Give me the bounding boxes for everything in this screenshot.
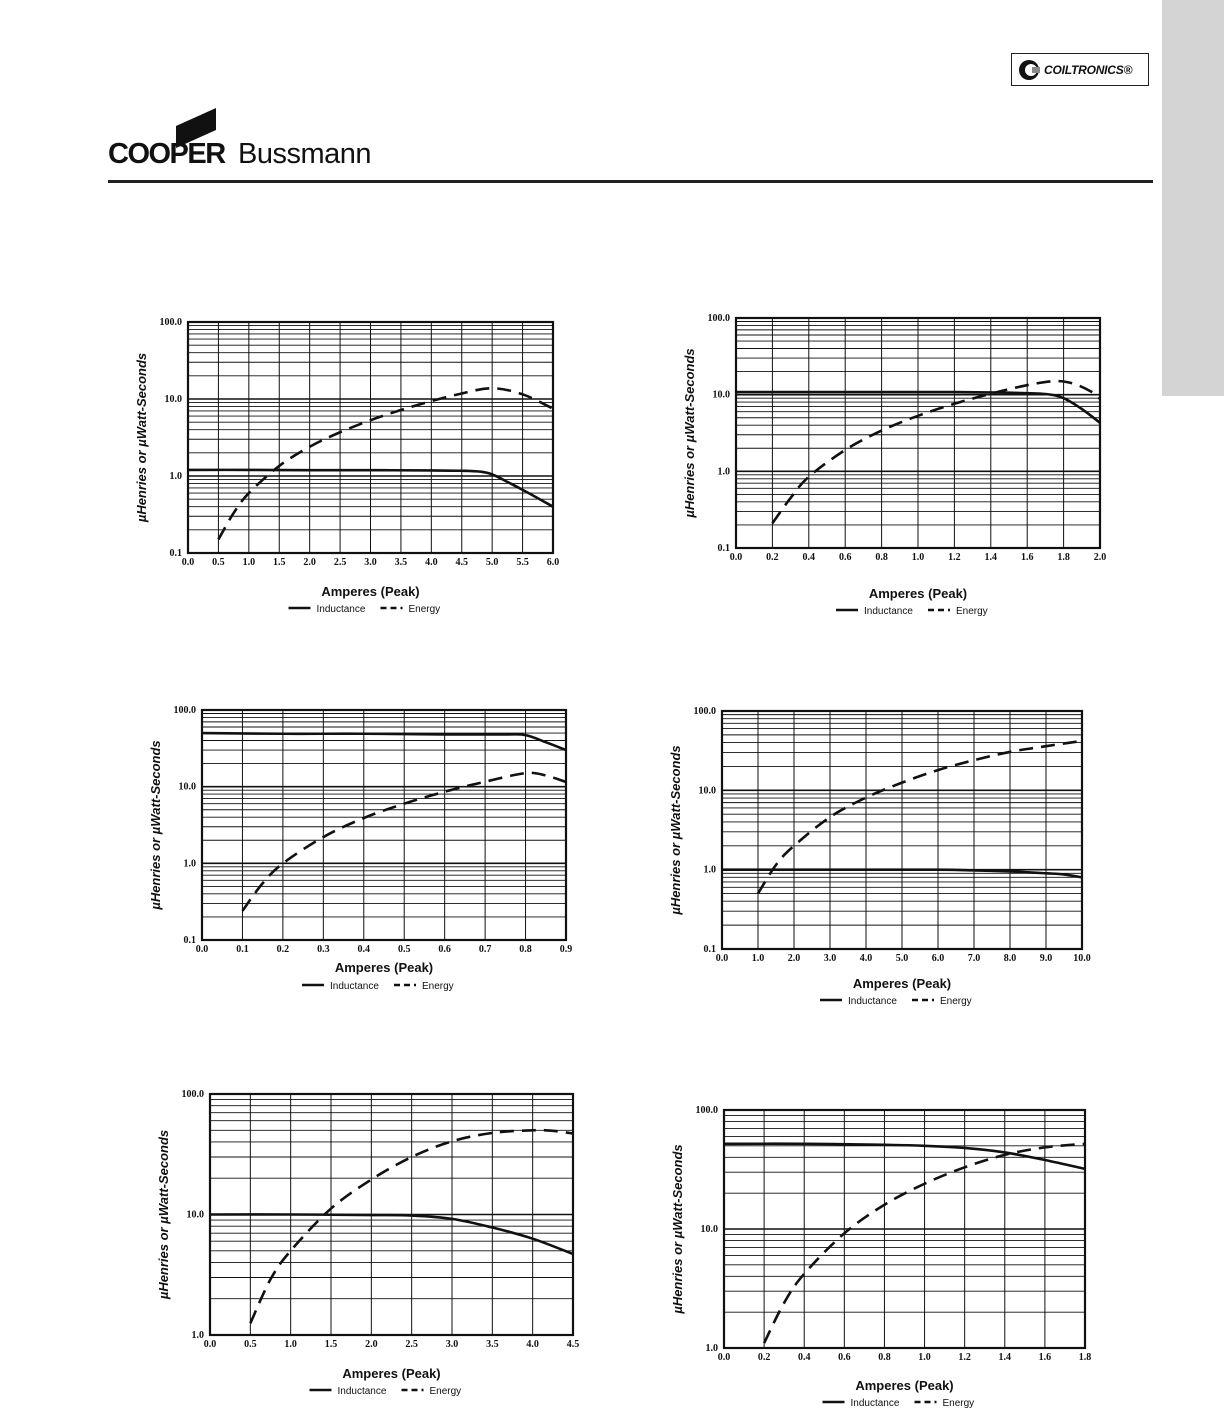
chart-2-y-tick-label: 100.0 bbox=[707, 313, 730, 324]
chart-2-y-tick-label: 10.0 bbox=[712, 389, 730, 401]
chart-4-y-tick-label: 100.0 bbox=[693, 706, 716, 717]
chart-1-x-tick-label: 5.5 bbox=[516, 557, 529, 568]
chart-4-x-tick-label: 7.0 bbox=[967, 953, 981, 964]
chart-3-y-tick-label: 0.1 bbox=[183, 935, 196, 946]
chart-5-x-tick-label: 0.5 bbox=[244, 1339, 257, 1350]
chart-4-x-axis-label: Amperes (Peak) bbox=[852, 976, 952, 991]
chart-3-x-tick-label: 0.8 bbox=[519, 944, 532, 955]
chart-6-x-tick-label: 1.2 bbox=[958, 1352, 971, 1363]
chart-1-x-tick-label: 2.0 bbox=[303, 557, 316, 568]
chart-6-x-tick-label: 0.4 bbox=[797, 1352, 811, 1363]
chart-2-y-axis-label: µHenries or µWatt-Seconds bbox=[682, 348, 697, 518]
chart-2-y-tick-label: 0.1 bbox=[717, 543, 730, 554]
chart-1-x-tick-label: 0.0 bbox=[181, 557, 195, 568]
chart-4-x-tick-label: 8.0 bbox=[1003, 953, 1017, 964]
chart-6-legend bbox=[823, 1398, 975, 1409]
chart-2-x-tick-label: 1.2 bbox=[948, 552, 961, 563]
chart-6-y-axis-label: µHenries or µWatt-Seconds bbox=[670, 1144, 685, 1314]
chart-4-y-tick-label: 0.1 bbox=[703, 944, 716, 955]
chart-3-y-tick-label: 1.0 bbox=[183, 858, 196, 870]
chart-6-x-tick-label: 1.6 bbox=[1038, 1352, 1052, 1363]
chart-4-y-tick-label: 1.0 bbox=[703, 864, 716, 876]
chart-1-x-tick-label: 4.0 bbox=[425, 557, 438, 568]
chart-5-x-tick-label: 1.5 bbox=[324, 1339, 338, 1350]
chart-3-y-tick-label: 100.0 bbox=[173, 705, 196, 716]
chart-1-x-tick-label: 3.0 bbox=[364, 557, 377, 568]
chart-5-x-tick-label: 4.0 bbox=[526, 1339, 539, 1350]
chart-3-x-tick-label: 0.5 bbox=[397, 944, 411, 955]
chart-6-x-tick-label: 1.8 bbox=[1078, 1352, 1092, 1363]
bussmann-brand-text: Bussmann bbox=[238, 138, 372, 170]
chart-4-y-tick-label: 10.0 bbox=[698, 785, 716, 797]
chart-2-x-tick-label: 1.8 bbox=[1057, 552, 1070, 563]
chart-5-x-tick-label: 3.5 bbox=[486, 1339, 499, 1350]
chart-6-legend-energy-label: Energy bbox=[942, 1398, 975, 1409]
chart-5-x-tick-label: 4.5 bbox=[566, 1339, 580, 1350]
chart-3-x-tick-label: 0.4 bbox=[357, 944, 371, 955]
chart-1-x-tick-label: 4.5 bbox=[455, 557, 468, 568]
chart-2-legend-energy-label: Energy bbox=[956, 606, 988, 617]
chart-6-x-tick-label: 1.4 bbox=[998, 1352, 1012, 1363]
chart-3-x-tick-label: 0.7 bbox=[478, 944, 492, 955]
chart-1-x-axis-label: Amperes (Peak) bbox=[321, 584, 420, 599]
chart-3-legend-inductance-label: Inductance bbox=[330, 981, 379, 992]
chart-1-y-tick-label: 1.0 bbox=[169, 471, 182, 482]
chart-6-x-tick-label: 0.6 bbox=[838, 1352, 851, 1363]
chart-5-legend-inductance-label: Inductance bbox=[337, 1386, 387, 1397]
chart-5-y-axis-label: µHenries or µWatt-Seconds bbox=[156, 1129, 171, 1300]
chart-6-y-tick-label: 10.0 bbox=[700, 1224, 718, 1235]
chart-2-y-tick-label: 1.0 bbox=[717, 466, 730, 478]
chart-4-x-tick-label: 0.0 bbox=[715, 953, 729, 964]
chart-6-legend-inductance-label: Inductance bbox=[850, 1398, 900, 1409]
chart-2-x-tick-label: 0.2 bbox=[766, 552, 779, 563]
chart-4-x-tick-label: 10.0 bbox=[1073, 953, 1091, 964]
chart-2-x-tick-label: 1.4 bbox=[984, 552, 998, 563]
chart-3-x-tick-label: 0.9 bbox=[559, 944, 573, 955]
chart-3-x-tick-label: 0.6 bbox=[438, 944, 451, 955]
chart-1-y-axis-label: µHenries or µWatt-Seconds bbox=[134, 352, 149, 523]
chart-2-x-tick-label: 0.6 bbox=[838, 552, 852, 563]
chart-3-legend-energy-label: Energy bbox=[422, 981, 454, 992]
chart-1-x-tick-label: 2.5 bbox=[333, 557, 347, 568]
chart-5-y-tick-label: 1.0 bbox=[191, 1330, 204, 1341]
chart-6-x-axis-label: Amperes (Peak) bbox=[855, 1378, 954, 1393]
chart-2-x-tick-label: 1.0 bbox=[911, 552, 925, 563]
chart-6-y-tick-label: 1.0 bbox=[705, 1343, 718, 1354]
chart-1-x-tick-label: 5.0 bbox=[485, 557, 499, 568]
chart-5-y-tick-label: 100.0 bbox=[181, 1089, 204, 1100]
chart-4-x-tick-label: 4.0 bbox=[859, 953, 873, 964]
chart-2-legend-inductance-label: Inductance bbox=[864, 606, 913, 617]
chart-6-x-tick-label: 0.0 bbox=[717, 1352, 731, 1363]
chart-5-legend-energy-label: Energy bbox=[429, 1386, 462, 1397]
chart-4-x-tick-label: 2.0 bbox=[787, 953, 801, 964]
chart-5-x-axis-label: Amperes (Peak) bbox=[342, 1366, 441, 1381]
chart-5-x-tick-label: 2.0 bbox=[365, 1339, 378, 1350]
chart-6-x-tick-label: 0.8 bbox=[878, 1352, 891, 1363]
chart-4-x-tick-label: 1.0 bbox=[751, 953, 765, 964]
chart-4-y-axis-label: µHenries or µWatt-Seconds bbox=[668, 745, 683, 915]
chart-1-legend-energy-label: Energy bbox=[408, 604, 441, 615]
chart-1-x-tick-label: 1.5 bbox=[273, 557, 286, 568]
chart-3-x-tick-label: 0.0 bbox=[195, 944, 209, 955]
cooper-brand-text: COOPER bbox=[108, 138, 225, 170]
chart-1-x-tick-label: 3.5 bbox=[394, 557, 408, 568]
chart-2-x-tick-label: 0.4 bbox=[802, 552, 816, 563]
chart-4-x-tick-label: 5.0 bbox=[895, 953, 909, 964]
chart-4-legend-inductance-label: Inductance bbox=[848, 996, 897, 1007]
chart-3-y-tick-label: 10.0 bbox=[178, 781, 196, 793]
chart-1-y-tick-label: 10.0 bbox=[164, 394, 182, 405]
chart-5-x-tick-label: 3.0 bbox=[445, 1339, 459, 1350]
chart-4-x-tick-label: 3.0 bbox=[823, 953, 837, 964]
chart-5-y-tick-label: 10.0 bbox=[186, 1209, 204, 1221]
chart-1-y-tick-label: 0.1 bbox=[169, 548, 182, 559]
chart-1-x-tick-label: 6.0 bbox=[546, 557, 560, 568]
chart-5-x-tick-label: 1.0 bbox=[284, 1339, 297, 1350]
chart-6-x-tick-label: 0.2 bbox=[757, 1352, 771, 1363]
chart-2-x-axis-label: Amperes (Peak) bbox=[868, 586, 968, 601]
chart-2-x-tick-label: 0.0 bbox=[729, 552, 743, 563]
chart-3-y-axis-label: µHenries or µWatt-Seconds bbox=[148, 740, 163, 910]
chart-3-x-tick-label: 0.3 bbox=[317, 944, 330, 955]
coiltronics-brand-text: COILTRONICS® bbox=[1044, 62, 1133, 77]
chart-4-x-tick-label: 9.0 bbox=[1039, 953, 1053, 964]
chart-4-x-tick-label: 6.0 bbox=[931, 953, 945, 964]
chart-1-x-tick-label: 1.0 bbox=[242, 557, 256, 568]
chart-3-x-tick-label: 0.2 bbox=[276, 944, 290, 955]
chart-2-x-tick-label: 0.8 bbox=[875, 552, 888, 563]
chart-3-x-axis-label: Amperes (Peak) bbox=[334, 960, 434, 975]
chart-1-legend-inductance-label: Inductance bbox=[316, 604, 366, 615]
chart-1-x-tick-label: 0.5 bbox=[212, 557, 225, 568]
chart-1-y-tick-label: 100.0 bbox=[159, 317, 182, 328]
chart-5-x-tick-label: 2.5 bbox=[405, 1339, 418, 1350]
chart-2-x-tick-label: 1.6 bbox=[1020, 552, 1034, 563]
chart-6-x-tick-label: 1.0 bbox=[918, 1352, 931, 1363]
chart-3-x-tick-label: 0.1 bbox=[236, 944, 249, 955]
chart-5-x-tick-label: 0.0 bbox=[203, 1339, 217, 1350]
chart-4-legend-energy-label: Energy bbox=[940, 996, 972, 1007]
chart-2-x-tick-label: 2.0 bbox=[1093, 552, 1107, 563]
chart-6-y-tick-label: 100.0 bbox=[695, 1105, 718, 1116]
